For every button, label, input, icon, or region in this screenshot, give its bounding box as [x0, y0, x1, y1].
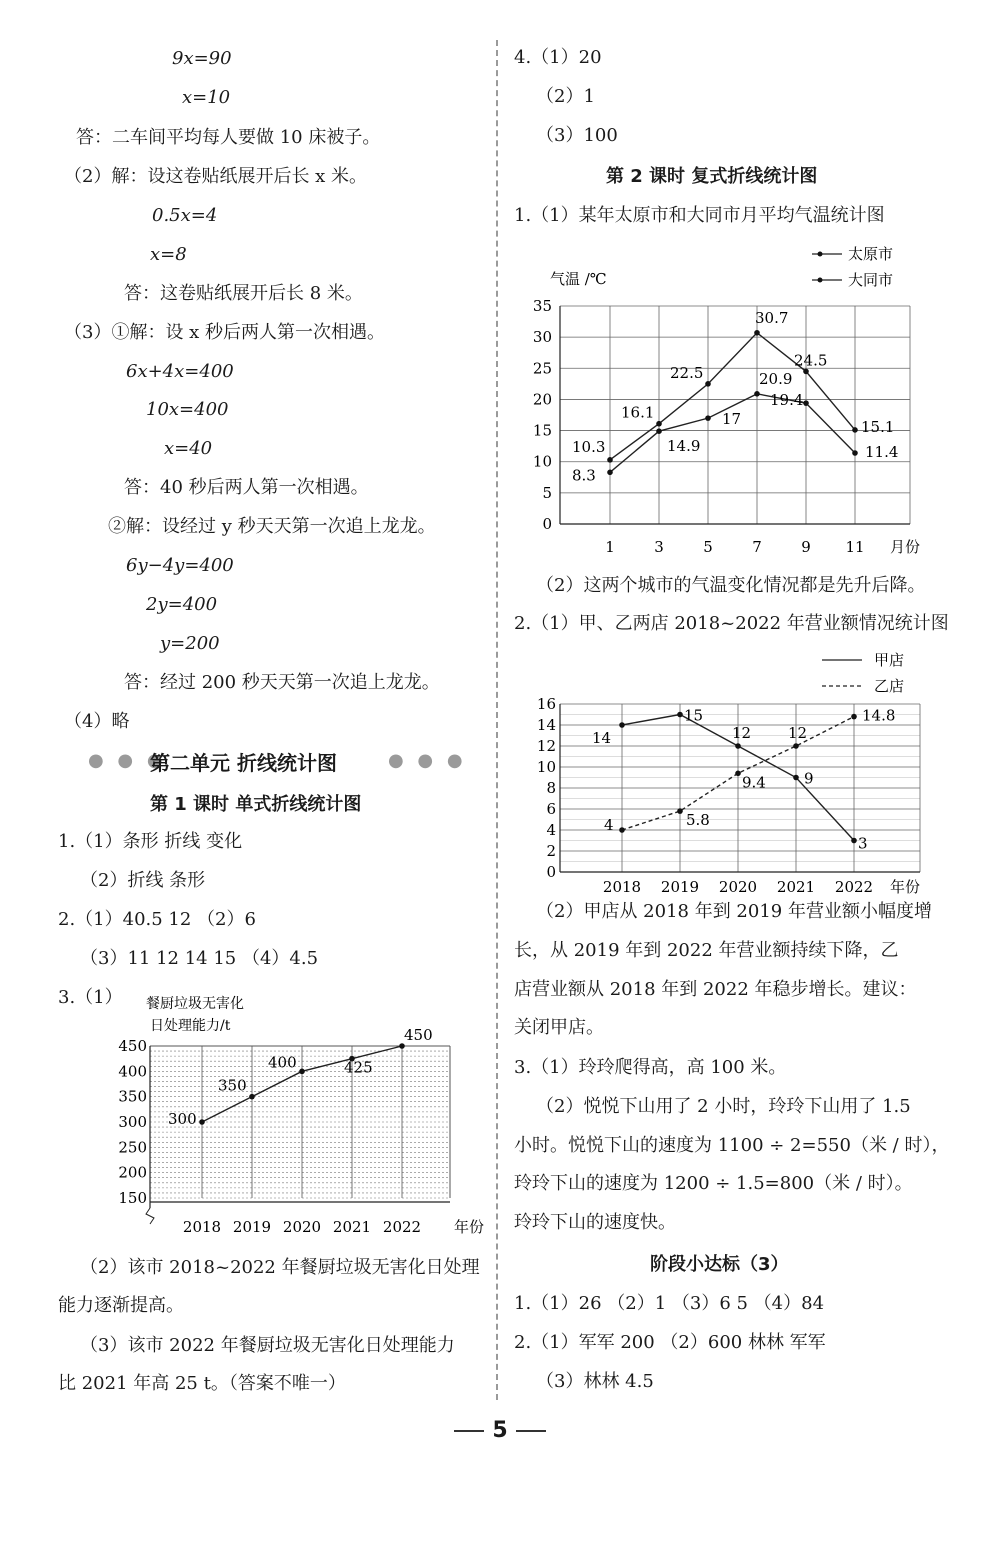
equation: 6x+4x=400 [126, 361, 234, 382]
x-tick-label: 2021 [332, 1218, 372, 1236]
y-tick-label: 12 [536, 737, 556, 755]
y-tick-label: 10 [536, 758, 556, 776]
data-point [399, 1043, 405, 1049]
axis-break [146, 1208, 154, 1224]
y-tick-label: 25 [532, 359, 552, 378]
data-point [656, 421, 662, 427]
data-point [754, 330, 760, 336]
equation: x=40 [164, 438, 213, 459]
data-label: 10.3 [572, 437, 606, 456]
y-tick-label: 2 [546, 842, 556, 860]
answer-line: （2）甲店从 2018 年到 2019 年营业额小幅度增 [536, 901, 932, 922]
legend-label: 太原市 [848, 245, 894, 263]
y-tick-label: 14 [536, 716, 556, 734]
x-tick-label: 2020 [718, 878, 758, 896]
answer-line: 2.（1）40.5 12 （2）6 [58, 909, 256, 930]
data-label: 15.1 [861, 417, 895, 436]
y-tick-label: 200 [118, 1163, 147, 1182]
data-label: 11.4 [865, 442, 899, 461]
page-number: 5 [0, 1418, 1000, 1443]
kitchen-waste-line-chart [110, 990, 485, 1240]
equation: 9x=90 [172, 48, 232, 69]
data-point [735, 743, 741, 749]
question-line: （4）略 [64, 711, 130, 732]
y-axis-label: 餐厨垃圾无害化 [146, 996, 244, 1012]
equation: 2y=400 [146, 594, 218, 615]
answer-line: 能力逐渐提高。 [58, 1295, 184, 1316]
x-tick-label: 11 [845, 538, 865, 556]
data-label: 12 [788, 724, 808, 742]
answer-line: （3）该市 2022 年餐厨垃圾无害化日处理能力 [80, 1335, 455, 1356]
answer-line: 3.（1）玲玲爬得高，高 100 米。 [514, 1057, 787, 1078]
data-label: 14 [592, 729, 612, 747]
answer-line: 关闭甲店。 [514, 1017, 604, 1038]
data-label: 400 [268, 1053, 297, 1072]
data-point [656, 428, 662, 434]
y-tick-label: 250 [118, 1138, 147, 1157]
equation: 0.5x=4 [152, 205, 218, 226]
answer-line: 答：这卷贴纸展开后长 8 米。 [124, 283, 363, 304]
data-point [607, 457, 613, 463]
x-tick-label: 3 [654, 538, 664, 556]
x-tick-label: 1 [605, 538, 615, 556]
answer-line: 答：40 秒后两人第一次相遇。 [124, 477, 369, 498]
y-axis-label: 日处理能力/t [150, 1018, 231, 1034]
answer-line: 玲玲下山的速度为 1200 ÷ 1.5=800（米 / 时）。 [514, 1173, 913, 1194]
x-tick-label: 5 [703, 538, 713, 556]
y-axis-label: 气温 /℃ [550, 270, 607, 288]
data-label: 350 [218, 1076, 247, 1095]
y-tick-label: 35 [532, 297, 552, 315]
data-label: 450 [404, 1026, 433, 1044]
equation: 6y−4y=400 [126, 555, 234, 576]
x-tick-label: 2018 [602, 878, 642, 896]
data-point [619, 722, 625, 728]
legend-label: 甲店 [874, 651, 905, 669]
legend-label: 乙店 [874, 677, 905, 695]
answer-line: 2.（1）甲、乙两店 2018~2022 年营业额情况统计图 [514, 613, 949, 634]
unit-title: 第二单元 折线统计图 [150, 751, 337, 775]
store-revenue-line-chart [520, 642, 940, 896]
data-label: 5.8 [686, 811, 710, 830]
section-title: 阶段小达标（3） [650, 1254, 789, 1275]
data-label: 425 [344, 1058, 373, 1077]
lesson-title: 第 2 课时 复式折线统计图 [606, 166, 818, 187]
data-point [851, 714, 857, 720]
data-label: 15 [684, 706, 704, 725]
data-point [793, 775, 799, 781]
data-point [619, 827, 625, 833]
y-tick-label: 350 [118, 1087, 147, 1106]
y-tick-label: 16 [536, 695, 556, 713]
lesson-title: 第 1 课时 单式折线统计图 [150, 794, 362, 815]
data-label: 8.3 [572, 466, 596, 485]
y-tick-label: 400 [118, 1062, 147, 1081]
answer-line: 小时。悦悦下山的速度为 1100 ÷ 2=550（米 / 时）， [514, 1135, 950, 1156]
decor-dots: ● ● ● [388, 750, 467, 771]
data-label: 20.9 [759, 369, 793, 388]
x-axis-label: 月份 [890, 538, 921, 556]
answer-line: （2）1 [536, 86, 595, 107]
data-label: 22.5 [670, 363, 704, 382]
answer-line: （2）该市 2018~2022 年餐厨垃圾无害化日处理 [80, 1257, 480, 1278]
answer-line: （2）折线 条形 [80, 870, 206, 891]
question-line: （2）解：设这卷贴纸展开后长 x 米。 [64, 166, 368, 187]
data-point [299, 1069, 305, 1075]
question-line: ②解：设经过 y 秒天天第一次追上龙龙。 [108, 516, 436, 537]
x-tick-label: 7 [752, 538, 762, 556]
y-tick-label: 0 [542, 515, 552, 533]
equation: x=8 [150, 244, 187, 265]
data-point [705, 415, 711, 421]
y-tick-label: 0 [546, 863, 556, 881]
y-tick-label: 450 [118, 1037, 147, 1055]
data-point [754, 391, 760, 397]
legend-label: 大同市 [848, 271, 894, 289]
question-line: （3）①解：设 x 秒后两人第一次相遇。 [64, 322, 386, 343]
y-tick-label: 5 [542, 483, 552, 502]
column-divider [496, 40, 498, 1400]
x-tick-label: 2019 [660, 878, 700, 896]
data-point [677, 808, 683, 814]
answer-line: 2.（1）军军 200 （2）600 林林 军军 [514, 1332, 826, 1353]
y-tick-label: 4 [546, 821, 556, 839]
y-tick-label: 8 [546, 779, 556, 797]
answer-line: 答：经过 200 秒天天第一次追上龙龙。 [124, 672, 440, 693]
answer-line: 4.（1）20 [514, 47, 602, 68]
data-point [852, 450, 858, 456]
y-tick-label: 30 [532, 328, 552, 347]
answer-line: 1.（1）条形 折线 变化 [58, 831, 243, 852]
y-tick-label: 10 [532, 452, 552, 471]
x-tick-label: 2020 [282, 1218, 322, 1236]
data-point [199, 1119, 205, 1125]
data-point [793, 743, 799, 749]
answer-line: 店营业额从 2018 年到 2022 年稳步增长。建议： [514, 979, 917, 1000]
y-tick-label: 6 [546, 800, 556, 818]
temperature-line-chart [520, 234, 940, 564]
data-point [851, 838, 857, 844]
x-tick-label: 2019 [232, 1218, 272, 1236]
data-point [249, 1094, 255, 1100]
answer-line: 答：二车间平均每人要做 10 床被子。 [76, 127, 381, 148]
data-label: 24.5 [794, 351, 828, 370]
data-label: 3 [858, 834, 868, 853]
answer-line: （2）这两个城市的气温变化情况都是先升后降。 [536, 575, 926, 596]
answer-line: 1.（1）某年太原市和大同市月平均气温统计图 [514, 205, 885, 226]
x-axis-label: 年份 [454, 1218, 485, 1236]
x-tick-label: 2022 [382, 1218, 422, 1236]
data-label: 4 [604, 816, 614, 834]
data-label: 9 [804, 769, 814, 788]
answer-line: （3）100 [536, 125, 618, 146]
data-point [607, 470, 613, 476]
data-label: 14.9 [667, 437, 701, 456]
data-label: 300 [168, 1110, 197, 1128]
answer-line: 长，从 2019 年到 2022 年营业额持续下降，乙 [514, 940, 899, 961]
data-point [803, 369, 809, 375]
data-label: 17 [722, 410, 742, 429]
x-axis-label: 年份 [890, 878, 921, 896]
data-point [735, 771, 741, 777]
data-label: 12 [732, 724, 752, 742]
answer-line: （3）11 12 14 15 （4）4.5 [80, 948, 319, 969]
y-tick-label: 15 [532, 421, 552, 440]
legend-marker [818, 278, 823, 283]
data-label: 19.4 [770, 391, 804, 410]
data-point [803, 400, 809, 406]
legend-marker [818, 252, 823, 257]
equation: x=10 [182, 87, 231, 108]
equation: 10x=400 [146, 399, 229, 420]
answer-line: （2）悦悦下山用了 2 小时，玲玲下山用了 1.5 [536, 1096, 911, 1117]
data-label: 30.7 [755, 308, 789, 327]
answer-line: （3）林林 4.5 [536, 1371, 654, 1392]
data-point [677, 712, 683, 718]
data-label: 16.1 [621, 403, 655, 422]
y-tick-label: 150 [118, 1189, 147, 1207]
answer-line: 3.（1） [58, 987, 123, 1008]
x-tick-label: 2022 [834, 878, 874, 896]
answer-line: 比 2021 年高 25 t。（答案不唯一） [58, 1373, 346, 1394]
x-tick-label: 2018 [182, 1218, 222, 1236]
equation: y=200 [160, 633, 220, 654]
answer-line: 1.（1）26 （2）1 （3）6 5 （4）84 [514, 1293, 825, 1314]
y-tick-label: 20 [532, 390, 552, 409]
x-tick-label: 2021 [776, 878, 816, 896]
data-point [705, 381, 711, 387]
decor-dots: ● ● ● [88, 750, 167, 771]
data-label: 9.4 [742, 773, 766, 792]
x-tick-label: 9 [801, 538, 811, 556]
data-point [852, 427, 858, 433]
y-tick-label: 300 [118, 1113, 147, 1131]
data-label: 14.8 [862, 706, 896, 725]
answer-line: 玲玲下山的速度快。 [514, 1212, 676, 1233]
